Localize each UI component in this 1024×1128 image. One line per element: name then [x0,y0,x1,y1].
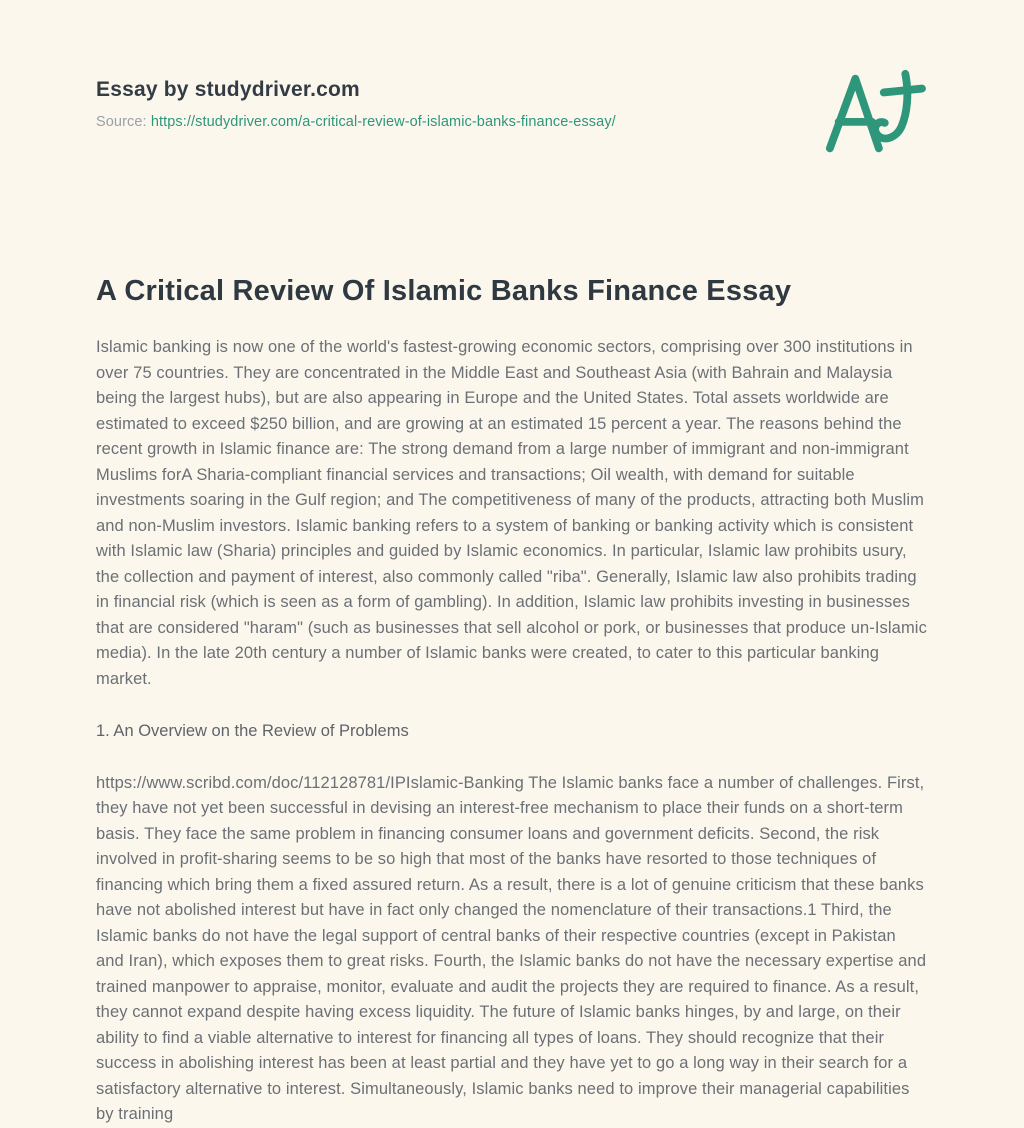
intro-paragraph: Islamic banking is now one of the world's fastest-growing economic sectors, comprising over 300 institutions in over 75 countries. They are concentrated in the Middle East and Southeast Asia (with Bahrain and Malaysia being the largest hubs), but are also appearing in Europe and the United States. Total assets worldwide are estimated to exceed $250 billion, and are growing at an estimated 15 percent a year. The reasons behind the recent growth in Islamic finance are: The strong demand from a large number of immigrant and non-immigrant Muslims forA Sharia-compliant financial services and transactions; Oil wealth, with demand for suitable investments soaring in the Gulf region; and The competitiveness of many of the products, attracting both Muslim and non-Muslim investors. Islamic banking refers to a system of banking or banking activity which is consistent with Islamic law (Sharia) principles and guided by Islamic economics. In particular, Islamic law prohibits usury, the collection and payment of interest, also commonly called "riba". Generally, Islamic law also prohibits trading in financial risk (which is seen as a form of gambling). In addition, Islamic law prohibits investing in businesses that are considered "haram" (such as businesses that sell alcohol or pork, or businesses that produce un-Islamic media). In the late 20th century a number of Islamic banks were created, to cater to this particular banking market. [96,338,927,688]
page-title: A Critical Review Of Islamic Banks Finance Essay [96,275,792,307]
problems-paragraph: https://www.scribd.com/doc/112128781/IPIslamic-Banking The Islamic banks face a number of challenges. First, they have not yet been successful in devising an interest-free mechanism to place their funds on a short-term basis. They face the same problem in financing consumer loans and government deficits. Second, the risk involved in profit-sharing seems to be so high that most of the banks have resorted to those techniques of financing which bring them a fixed assured return. As a result, there is a lot of genuine criticism that these banks have not abolished interest but have in fact only changed the nomenclature of their transactions.1 Third, the Islamic banks do not have the legal support of central banks of their respective countries (except in Pakistan and Iran), which exposes them to great risks. Fourth, the Islamic banks do not have the necessary expertise and trained manpower to appraise, monitor, evaluate and audit the projects they are required to finance. As a result, they cannot expand despite having excess liquidity. The future of Islamic banks hinges, by and large, on their ability to find a viable alternative to interest for financing all types of loans. They should recognize that their success in abolishing interest has been at least partial and they have yet to go a long way in their search for a satisfactory alternative to interest. Simultaneously, Islamic banks need to improve their managerial capabilities by training [96,773,927,1124]
source-label: Source: [96,114,147,130]
section-heading-overview: 1. An Overview on the Review of Problems [96,722,409,741]
header-text-block [96,72,616,130]
essay-byline: Essay by studydriver.com [96,78,360,101]
source-url-link[interactable]: https://studydriver.com/a-critical-review-of-islamic-banks-finance-essay/ [150,114,616,130]
page-header [96,72,928,169]
source-line [96,114,616,130]
studydriver-logo-icon [818,66,926,169]
